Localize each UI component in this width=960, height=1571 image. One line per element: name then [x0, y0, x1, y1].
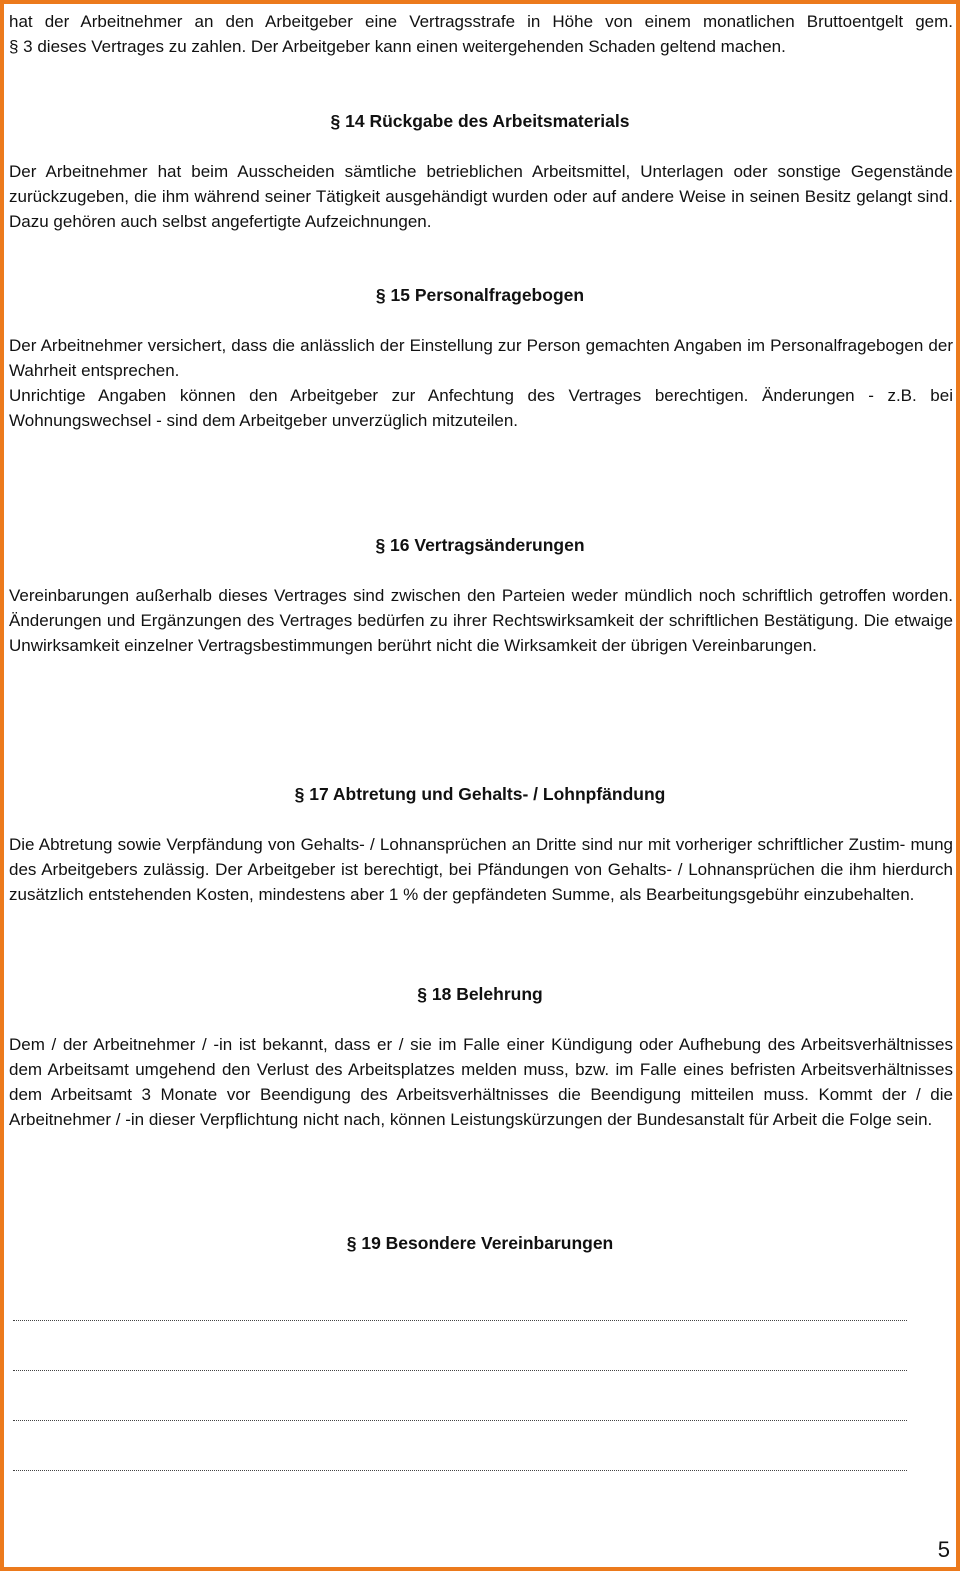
section-heading-18: § 18 Belehrung	[417, 984, 543, 1004]
section-heading-15: § 15 Personalfragebogen	[375, 285, 585, 305]
paragraph: Der Arbeitnehmer versichert, dass die anlässlich der Einstellung zur Person gemachten Angaben im Personalfragebogen der Wahrheit entsprechen.	[9, 336, 953, 380]
paragraph: Dem / der Arbeitnehmer / -in ist bekannt, dass er / sie im Falle einer Kündigung oder Aufhebung des Arbeitsverhältnisses dem Arbeitsamt umgehend den Verlust des Arbeitsplatzes melden muss, bzw. im Falle eines befristen Arbeitsverhältnisses dem Arbeitsamt 3 Monate vor Beendigung des Arbeitsverhältnisses die Beendigung mitteilen muss. Kommt der / die Arbeitnehmer / -in dieser Verpflichtung nicht nach, können Leistungskürzungen der Bundesanstalt für Arbeit die Folge sein.	[9, 1035, 953, 1129]
section-heading-16: § 16 Vertragsänderungen	[375, 535, 585, 555]
blank-line[interactable]	[13, 1420, 907, 1421]
section-heading-19: § 19 Besondere Vereinbarungen	[346, 1233, 614, 1253]
section-text-15	[9, 333, 953, 433]
section-heading-17: § 17 Abtretung und Gehalts- / Lohnpfändung	[294, 784, 666, 804]
blank-line[interactable]	[13, 1320, 907, 1321]
section-text-17	[9, 832, 953, 907]
section-text-14	[9, 159, 953, 234]
section-text-16	[9, 583, 953, 658]
section-heading-14: § 14 Rückgabe des Arbeitsmaterials	[330, 111, 630, 131]
blank-line[interactable]	[13, 1470, 907, 1471]
section-text-18	[9, 1032, 953, 1132]
paragraph: Vereinbarungen außerhalb dieses Vertrages sind zwischen den Parteien weder mündlich noch schriftlich getroffen worden. Änderungen und Ergänzungen des Vertrages bedürfen zu ihrer Rechtswirksamkeit der schriftlichen Bestätigung. Die etwaige Unwirksamkeit einzelner Vertragsbestimmungen berührt nicht die Wirksamkeit der übrigen Vereinbarungen.	[9, 586, 953, 655]
page-number: 5	[937, 1537, 950, 1562]
intro-line: § 3 dieses Vertrages zu zahlen. Der Arbeitgeber kann einen weitergehenden Schaden geltend machen.	[9, 37, 786, 56]
intro-line: hat der Arbeitnehmer an den Arbeitgeber eine Vertragsstrafe in Höhe von einem monatlichen Bruttoentgelt gem.	[9, 12, 953, 31]
intro-paragraph	[9, 9, 953, 59]
paragraph: Unrichtige Angaben können den Arbeitgeber zur Anfechtung des Vertrages berechtigen. Änderungen - z.B. bei Wohnungswechsel - sind dem Arbeitgeber unverzüglich mitzuteilen.	[9, 386, 953, 430]
paragraph: Der Arbeitnehmer hat beim Ausscheiden sämtliche betrieblichen Arbeitsmittel, Unterlagen oder sonstige Gegenstände zurückzugeben, die ihm während seiner Tätigkeit ausgehändigt wurden oder auf andere Weise in seinen Besitz gelangt sind. Dazu gehören auch selbst angefertigte Aufzeichnungen.	[9, 162, 953, 231]
blank-line[interactable]	[13, 1370, 907, 1371]
paragraph: Die Abtretung sowie Verpfändung von Gehalts- / Lohnansprüchen an Dritte sind nur mit vorheriger schriftlicher Zustim- mung des Arbeitgebers zulässig. Der Arbeitgeber ist berechtigt, bei Pfändungen von Gehalts- / Lohnansprüchen die ihm hierdurch zusätzlich entstehenden Kosten, mindestens aber 1 % der gepfändeten Summe, als Bearbeitungsgebühr einzubehalten.	[9, 835, 953, 904]
